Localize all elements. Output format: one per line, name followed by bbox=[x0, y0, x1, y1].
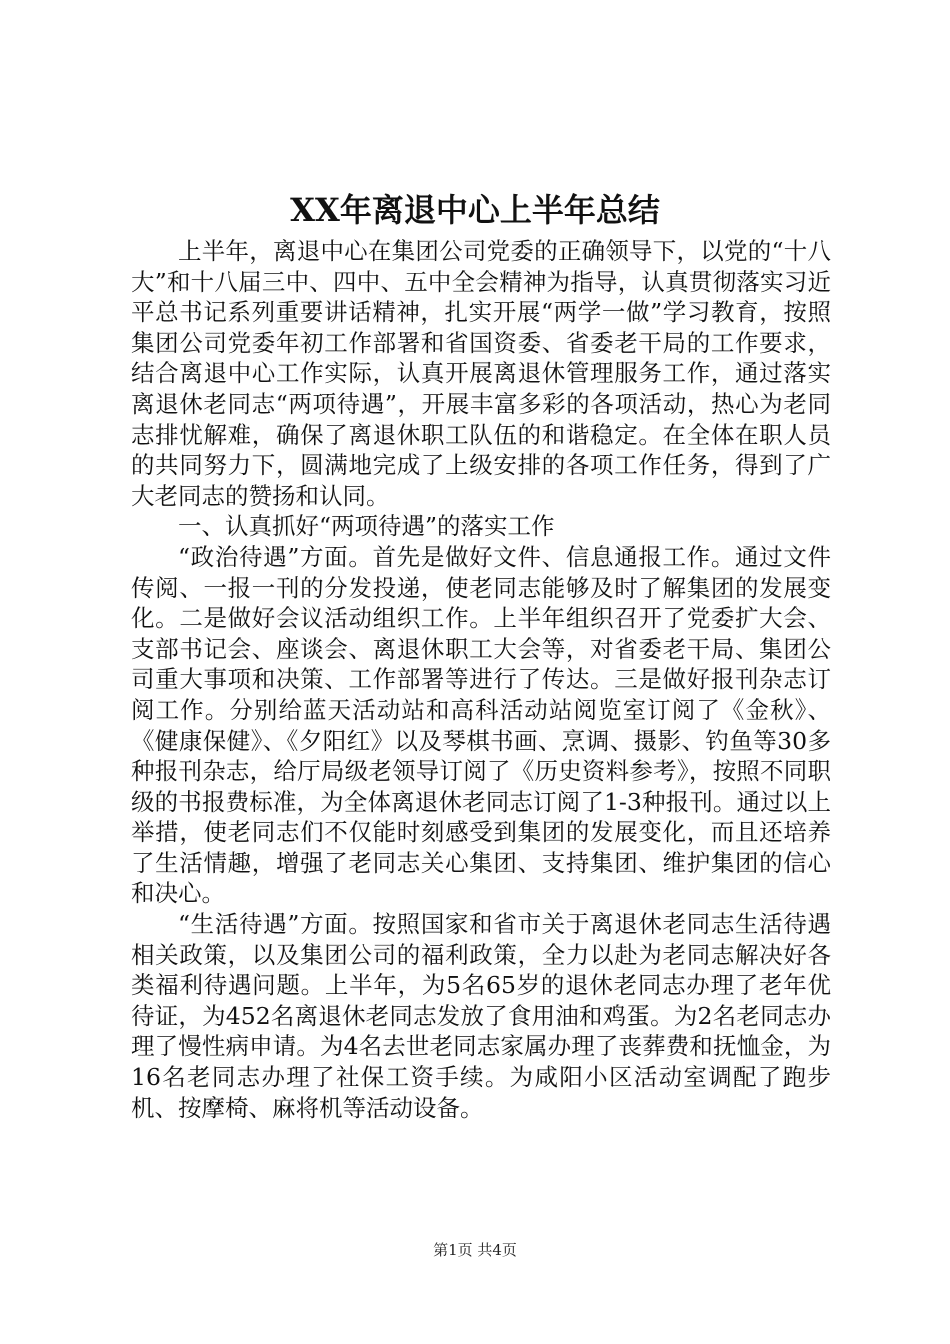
document-title: XX年离退中心上半年总结 bbox=[290, 191, 660, 229]
page-number-footer: 第1页 共4页 bbox=[433, 1241, 517, 1259]
paragraph-political-treatment: “政治待遇”方面。首先是做好文件、信息通报工作。通过文件传阅、一报一刊的分发投递，使老同志能够及时了解集团的发展变化。二是做好会议活动组织工作。上半年组织召开了党委扩大会、支部书记会、座谈会、离退休职工大会等，对省委老干局、集团公司重大事项和决策、工作部署等进行了传达。三是做好报刊杂志订阅工作。分别给蓝天活动站和高科活动站阅览室订阅了《金秋》、《健康保健》、《夕阳红》以及琴棋书画、烹调、摄影、钓鱼等30多种报刊杂志，给厅局级老领导订阅了《历史资料参考》，按照不同职级的书报费标准，为全体离退休老同志订阅了1-3种报刊。通过以上举措，使老同志们不仅能时刻感受到集团的发展变化，而且还培养了生活情趣，增强了老同志关心集团、支持集团、维护集团的信心和决心。 bbox=[131, 542, 831, 908]
paragraph-intro: 上半年，离退中心在集团公司党委的正确领导下，以党的“十八大”和十八届三中、四中、五中全会精神为指导，认真贯彻落实习近平总书记系列重要讲话精神，扎实开展“两学一做”学习教育，按照集团公司党委年初工作部署和省国资委、省委老干局的工作要求，结合离退中心工作实际，认真开展离退休管理服务工作，通过落实离退休老同志“两项待遇”，开展丰富多彩的各项活动，热心为老同志排忧解难，确保了离退休职工队伍的和谐稳定。在全体在职人员的共同努力下，圆满地完成了上级安排的各项工作任务，得到了广大老同志的赞扬和认同。 bbox=[131, 237, 831, 510]
section-heading: 一、认真抓好“两项待遇”的落实工作 bbox=[178, 512, 555, 541]
paragraph-living-treatment: “生活待遇”方面。按照国家和省市关于离退休老同志生活待遇相关政策，以及集团公司的福利政策，全力以赴为老同志解决好各类福利待遇问题。上半年，为5名65岁的退休老同志办理了老年优待证，为452名离退休老同志发放了食用油和鸡蛋。为2名老同志办理了慢性病申请。为4名去世老同志家属办理了丧葬费和抚恤金，为16名老同志办理了社保工资手续。为咸阳小区活动室调配了跑步机、按摩椅、麻将机等活动设备。 bbox=[131, 910, 831, 1122]
document-body bbox=[131, 236, 831, 1123]
